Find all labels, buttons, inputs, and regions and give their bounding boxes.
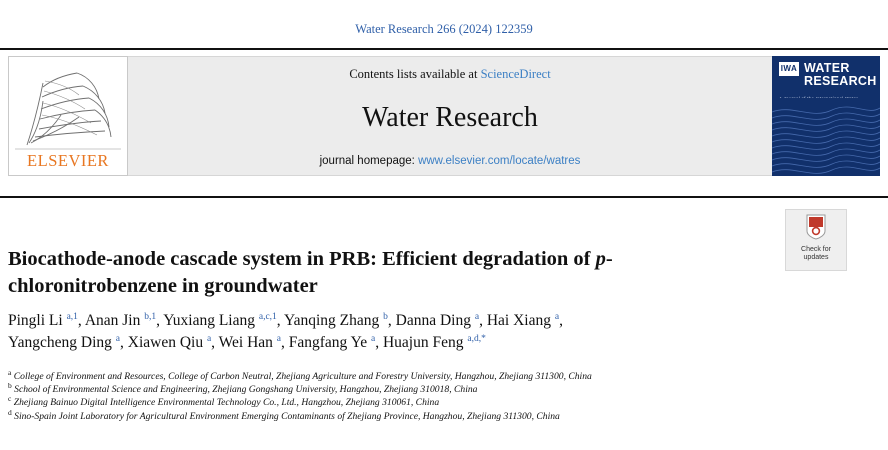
author-name: , Wei Han (211, 334, 277, 351)
author-line-2 (8, 332, 798, 354)
author-name: , (559, 312, 563, 329)
author-item (559, 312, 563, 329)
author-name: Yangcheng Ding (8, 334, 116, 351)
elsevier-tree-icon (9, 57, 127, 153)
cover-waves-graphic (772, 98, 880, 176)
affiliation-item (8, 407, 828, 423)
article-title-part2: -chloronitrobenzene in groundwater (8, 247, 613, 297)
author-item (120, 334, 211, 351)
journal-cover-thumbnail (772, 56, 880, 176)
crossmark-badge[interactable] (785, 209, 847, 271)
author-item (375, 334, 486, 351)
journal-title: Water Research (362, 102, 538, 134)
affiliation-text: School of Environmental Science and Engineering, Zhejiang Gongshang University, Hangzhou, Zhejiang 310018, China (14, 384, 478, 396)
cover-title-line1: WATER (804, 61, 850, 75)
author-item (211, 334, 281, 351)
author-name: , Huajun Feng (375, 334, 468, 351)
affiliation-marker: d (8, 407, 12, 417)
header-divider-rule (0, 196, 888, 198)
author-item (277, 312, 388, 329)
contents-available-line (349, 67, 550, 82)
author-name: , Xiawen Qiu (120, 334, 207, 351)
author-affiliation-marks: a (371, 333, 376, 344)
elsevier-logo (8, 56, 128, 176)
author-item (388, 312, 479, 329)
affiliation-marker: c (8, 394, 12, 404)
author-item (8, 312, 78, 329)
homepage-prefix: journal homepage: (319, 154, 419, 167)
crossmark-text-line2: updates (803, 254, 829, 261)
author-affiliation-marks: a (554, 311, 560, 322)
contents-prefix: Contents lists available at (349, 67, 481, 81)
author-affiliation-marks: a,1 (66, 311, 78, 322)
author-affiliation-marks: b,1 (144, 311, 157, 322)
crossmark-icon (805, 214, 827, 240)
affiliation-text: Zhejiang Bainuo Digital Intelligence Environmental Technology Co., Ltd., Hangzhou, Zhejiang 310061, China (13, 397, 440, 409)
affiliation-marker: b (8, 381, 12, 391)
affiliation-item (8, 396, 828, 409)
running-head: Water Research 266 (2024) 122359 (355, 22, 533, 36)
affiliation-text: College of Environment and Resources, College of Carbon Neutral, Zhejiang Agriculture and Forestry University, Hangzhou, Zhejiang 311300, China (13, 371, 592, 382)
author-name: , Yanqing Zhang (276, 312, 384, 329)
affiliation-item (8, 367, 828, 383)
author-affiliation-marks: a (474, 311, 480, 322)
author-item (156, 312, 277, 329)
author-name: , Danna Ding (387, 312, 475, 329)
author-item (479, 312, 559, 329)
journal-masthead (0, 48, 888, 180)
article-title-part1: Biocathode-anode cascade system in PRB: Efficient degradation of (8, 247, 596, 270)
article-title (8, 246, 708, 300)
author-list (8, 310, 798, 354)
author-name: , Anan Jin (77, 312, 145, 329)
author-name: , Hai Xiang (479, 312, 555, 329)
affiliation-list (8, 367, 828, 423)
author-line-1 (8, 310, 798, 332)
author-name: Pingli Li (8, 312, 67, 329)
elsevier-wordmark: ELSEVIER (27, 151, 109, 170)
author-name: , Fangfang Ye (281, 334, 372, 351)
affiliation-item (8, 383, 828, 396)
article-title-italic: p (595, 247, 606, 270)
affiliation-text: Sino-Spain Joint Laboratory for Agricultural Environment Emerging Contaminants of Zhejiang Province, Hangzhou, Zhejiang 311300, China (14, 410, 560, 422)
author-affiliation-marks: a,d,* (467, 333, 486, 344)
affiliation-marker: a (8, 367, 12, 377)
cover-title (804, 62, 877, 88)
journal-info-panel (128, 56, 772, 176)
author-name: , Yuxiang Liang (156, 312, 259, 329)
cover-title-line2: RESEARCH (804, 74, 877, 88)
author-affiliation-marks: a (276, 333, 282, 344)
author-item (281, 334, 375, 351)
crossmark-text-line1: Check for (801, 246, 831, 253)
journal-homepage-line (320, 155, 581, 167)
iwa-badge: IWA (779, 62, 799, 76)
author-affiliation-marks: b (383, 311, 388, 322)
author-affiliation-marks: a,c,1 (258, 311, 277, 322)
sciencedirect-link[interactable]: ScienceDirect (480, 67, 551, 81)
author-affiliation-marks: a (115, 333, 120, 344)
author-item (78, 312, 156, 329)
author-affiliation-marks: a (206, 333, 212, 344)
journal-homepage-link[interactable]: www.elsevier.com/locate/watres (418, 154, 581, 167)
author-item (8, 334, 120, 351)
